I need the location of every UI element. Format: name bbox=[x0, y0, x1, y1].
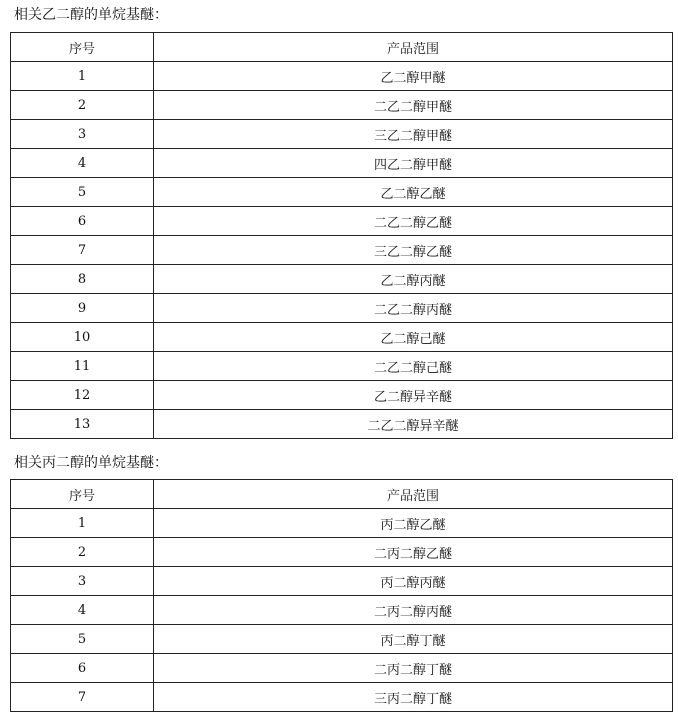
product-name-cell: 二丙二醇乙醚 bbox=[154, 538, 673, 567]
section-caption-propylene-glycol: 相关丙二醇的单烷基醚： bbox=[14, 455, 168, 471]
product-name-cell: 乙二醇异辛醚 bbox=[154, 381, 673, 410]
row-number-cell: 1 bbox=[11, 509, 154, 538]
column-header-number: 序号 bbox=[11, 33, 154, 62]
table-row bbox=[11, 149, 673, 178]
propylene-glycol-ether-table bbox=[10, 479, 673, 712]
row-number-cell: 4 bbox=[11, 596, 154, 625]
product-name-cell: 二乙二醇异辛醚 bbox=[154, 410, 673, 439]
table-row bbox=[11, 236, 673, 265]
product-name-cell: 二乙二醇己醚 bbox=[154, 352, 673, 381]
row-number-cell: 6 bbox=[11, 207, 154, 236]
table-row bbox=[11, 596, 673, 625]
column-header-product-range: 产品范围 bbox=[154, 480, 673, 509]
table-row bbox=[11, 207, 673, 236]
table-body bbox=[11, 62, 673, 439]
table-row bbox=[11, 625, 673, 654]
table-row bbox=[11, 352, 673, 381]
row-number-cell: 6 bbox=[11, 654, 154, 683]
product-name-cell: 三丙二醇丁醚 bbox=[154, 683, 673, 712]
product-name-cell: 乙二醇己醚 bbox=[154, 323, 673, 352]
product-name-cell: 二乙二醇乙醚 bbox=[154, 207, 673, 236]
product-name-cell: 丙二醇丁醚 bbox=[154, 625, 673, 654]
product-name-cell: 乙二醇甲醚 bbox=[154, 62, 673, 91]
table-row bbox=[11, 62, 673, 91]
row-number-cell: 5 bbox=[11, 178, 154, 207]
row-number-cell: 9 bbox=[11, 294, 154, 323]
product-name-cell: 三乙二醇乙醚 bbox=[154, 236, 673, 265]
row-number-cell: 2 bbox=[11, 538, 154, 567]
table-row bbox=[11, 538, 673, 567]
table-row bbox=[11, 509, 673, 538]
table-row bbox=[11, 654, 673, 683]
product-name-cell: 乙二醇丙醚 bbox=[154, 265, 673, 294]
table-row bbox=[11, 410, 673, 439]
row-number-cell: 10 bbox=[11, 323, 154, 352]
row-number-cell: 3 bbox=[11, 120, 154, 149]
row-number-cell: 7 bbox=[11, 236, 154, 265]
table-row bbox=[11, 567, 673, 596]
row-number-cell: 3 bbox=[11, 567, 154, 596]
table-row bbox=[11, 683, 673, 712]
row-number-cell: 5 bbox=[11, 625, 154, 654]
table-row bbox=[11, 323, 673, 352]
table-row bbox=[11, 120, 673, 149]
table-header-row bbox=[11, 480, 673, 509]
product-name-cell: 丙二醇乙醚 bbox=[154, 509, 673, 538]
row-number-cell: 13 bbox=[11, 410, 154, 439]
row-number-cell: 7 bbox=[11, 683, 154, 712]
table-row bbox=[11, 265, 673, 294]
table-row bbox=[11, 91, 673, 120]
product-name-cell: 丙二醇丙醚 bbox=[154, 567, 673, 596]
column-header-product-range: 产品范围 bbox=[154, 33, 673, 62]
table-row bbox=[11, 381, 673, 410]
section-caption-ethylene-glycol: 相关乙二醇的单烷基醚： bbox=[14, 7, 168, 23]
table-row bbox=[11, 178, 673, 207]
row-number-cell: 1 bbox=[11, 62, 154, 91]
ethylene-glycol-ether-table bbox=[10, 32, 673, 439]
column-header-number: 序号 bbox=[11, 480, 154, 509]
table-row bbox=[11, 294, 673, 323]
product-name-cell: 二丙二醇丙醚 bbox=[154, 596, 673, 625]
table-header-row bbox=[11, 33, 673, 62]
row-number-cell: 8 bbox=[11, 265, 154, 294]
row-number-cell: 4 bbox=[11, 149, 154, 178]
table-body bbox=[11, 509, 673, 712]
product-name-cell: 二乙二醇甲醚 bbox=[154, 91, 673, 120]
product-name-cell: 乙二醇乙醚 bbox=[154, 178, 673, 207]
row-number-cell: 12 bbox=[11, 381, 154, 410]
product-name-cell: 二丙二醇丁醚 bbox=[154, 654, 673, 683]
product-name-cell: 三乙二醇甲醚 bbox=[154, 120, 673, 149]
row-number-cell: 2 bbox=[11, 91, 154, 120]
product-name-cell: 二乙二醇丙醚 bbox=[154, 294, 673, 323]
product-name-cell: 四乙二醇甲醚 bbox=[154, 149, 673, 178]
row-number-cell: 11 bbox=[11, 352, 154, 381]
